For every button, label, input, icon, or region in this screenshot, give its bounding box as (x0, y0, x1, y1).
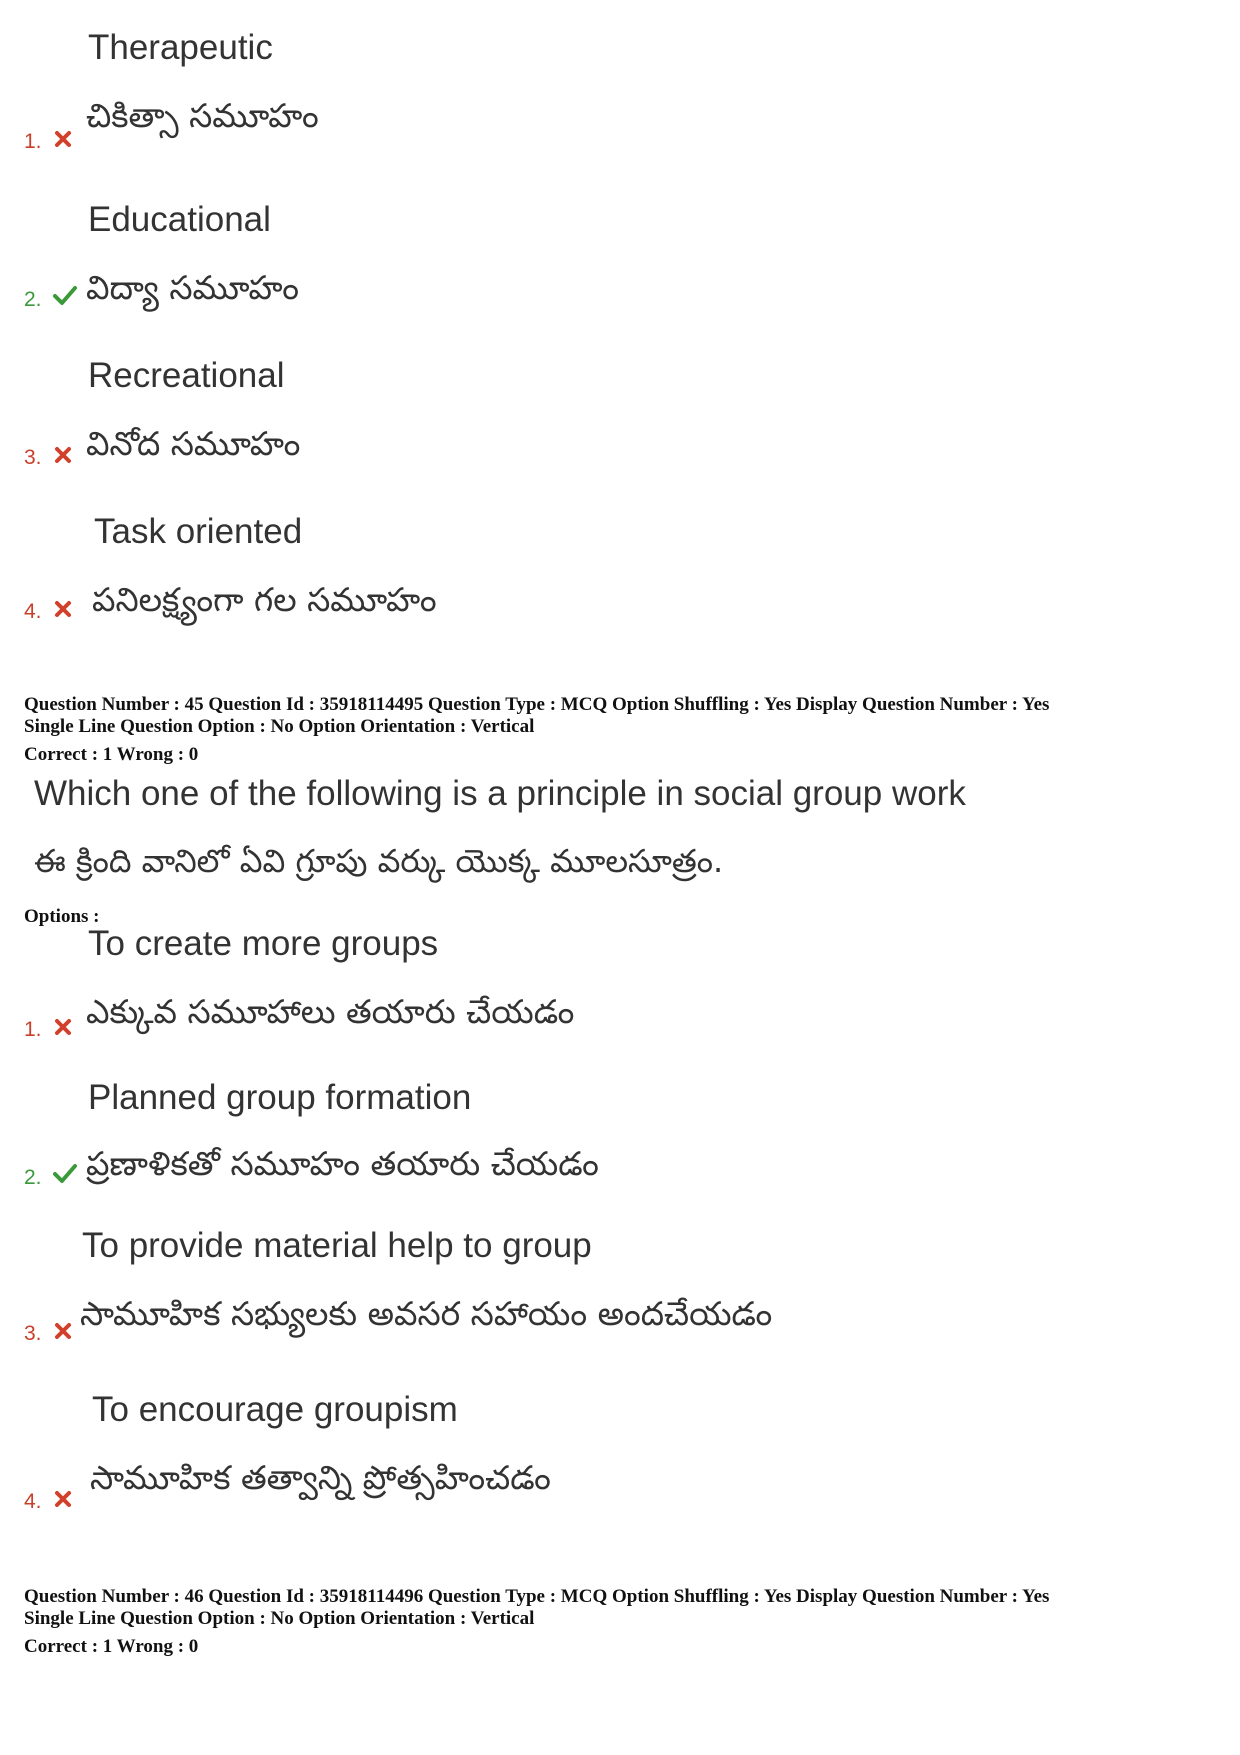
option-english: Task oriented (94, 512, 303, 551)
option-telugu: విద్యా సమూహం (86, 268, 299, 307)
question-meta-line: Question Number : 45 Question Id : 35918114495 Question Type : MCQ Option Shuffling : Yes Display Question Number : Yes (24, 694, 1050, 715)
question-meta-line: Single Line Question Option : No Option Orientation : Vertical (24, 1608, 535, 1629)
option-number: 1. (24, 130, 42, 153)
question-text-telugu: ఈ క్రింది వానిలో ఏవి గ్రూపు వర్కు యొక్క మూలసూత్రం. (34, 842, 724, 880)
option-number: 2. (24, 288, 42, 311)
option-english: To create more groups (88, 924, 439, 963)
question-meta-line: Single Line Question Option : No Option Orientation : Vertical (24, 716, 535, 737)
check-icon (52, 284, 78, 306)
cross-icon (52, 1488, 74, 1510)
option-number: 4. (24, 600, 42, 623)
check-icon (52, 1162, 78, 1184)
option-number: 2. (24, 1166, 42, 1189)
option-english: Educational (88, 200, 271, 239)
option-telugu: వినోద సమూహం (86, 424, 301, 463)
cross-icon (52, 444, 74, 466)
option-telugu: పనిలక్ష్యంగా గల సమూహం (92, 580, 437, 619)
option-number: 1. (24, 1018, 42, 1041)
question-marks: Correct : 1 Wrong : 0 (24, 1636, 199, 1657)
cross-icon (52, 128, 74, 150)
cross-icon (52, 1320, 74, 1342)
option-telugu: ఎక్కువ సమూహాలు తయారు చేయడం (86, 992, 575, 1031)
option-number: 3. (24, 1322, 42, 1345)
cross-icon (52, 1016, 74, 1038)
cross-icon (52, 598, 74, 620)
option-telugu: చికిత్సా సమూహం (86, 96, 319, 135)
question-marks: Correct : 1 Wrong : 0 (24, 744, 199, 765)
option-english: To provide material help to group (82, 1226, 592, 1265)
option-number: 4. (24, 1490, 42, 1513)
option-telugu: ప్రణాళికతో సమూహం తయారు చేయడం (86, 1144, 599, 1183)
question-text-english: Which one of the following is a principle in social group work (34, 774, 966, 813)
option-english: To encourage groupism (92, 1390, 458, 1429)
question-meta-line: Question Number : 46 Question Id : 35918114496 Question Type : MCQ Option Shuffling : Yes Display Question Number : Yes (24, 1586, 1050, 1607)
option-number: 3. (24, 446, 42, 469)
options-label: Options : (24, 906, 100, 927)
option-english: Planned group formation (88, 1078, 472, 1117)
option-telugu: సామూహిక తత్వాన్ని ప్రోత్సహించడం (90, 1458, 551, 1497)
option-telugu: సామూహిక సభ్యులకు అవసర సహాయం అందచేయడం (80, 1294, 773, 1333)
option-english: Recreational (88, 356, 285, 395)
option-english: Therapeutic (88, 28, 273, 67)
